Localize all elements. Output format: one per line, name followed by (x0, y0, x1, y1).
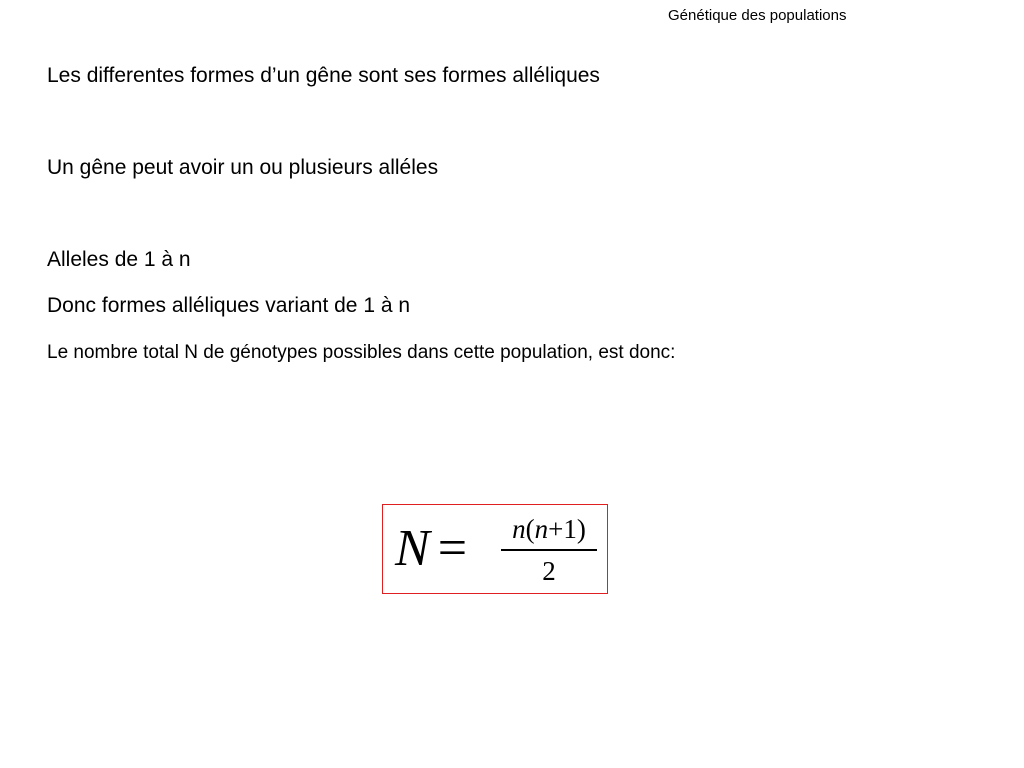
formula-lhs (395, 519, 467, 579)
text-line-gene-alleles: Un gêne peut avoir un ou plusieurs alléles (47, 156, 439, 179)
formula-equals-sign: = (437, 520, 468, 577)
formula-num-close-paren: ) (576, 514, 586, 544)
page-header-title: Génétique des populations (668, 7, 847, 24)
formula-num-plus: + (548, 514, 564, 544)
formula-num-one: 1 (563, 514, 577, 544)
formula-fraction-bar (501, 549, 597, 551)
formula-num-n1: n (512, 514, 526, 544)
text-line-allelic-forms-range: Donc formes alléliques variant de 1 à n (47, 294, 411, 317)
text-line-total-genotypes: Le nombre total N de génotypes possibles dans cette population, est donc: (47, 342, 676, 363)
formula-box (382, 504, 608, 594)
text-line-allelic-forms: Les differentes formes d’un gêne sont ses formes alléliques (47, 64, 600, 87)
formula-numerator (501, 513, 597, 545)
formula-variable-n: N (395, 520, 430, 577)
formula-num-n2: n (534, 514, 549, 544)
formula-denominator: 2 (542, 556, 556, 586)
text-line-alleles-range: Alleles de 1 à n (47, 248, 191, 271)
formula-num-open-paren: ( (525, 514, 535, 544)
